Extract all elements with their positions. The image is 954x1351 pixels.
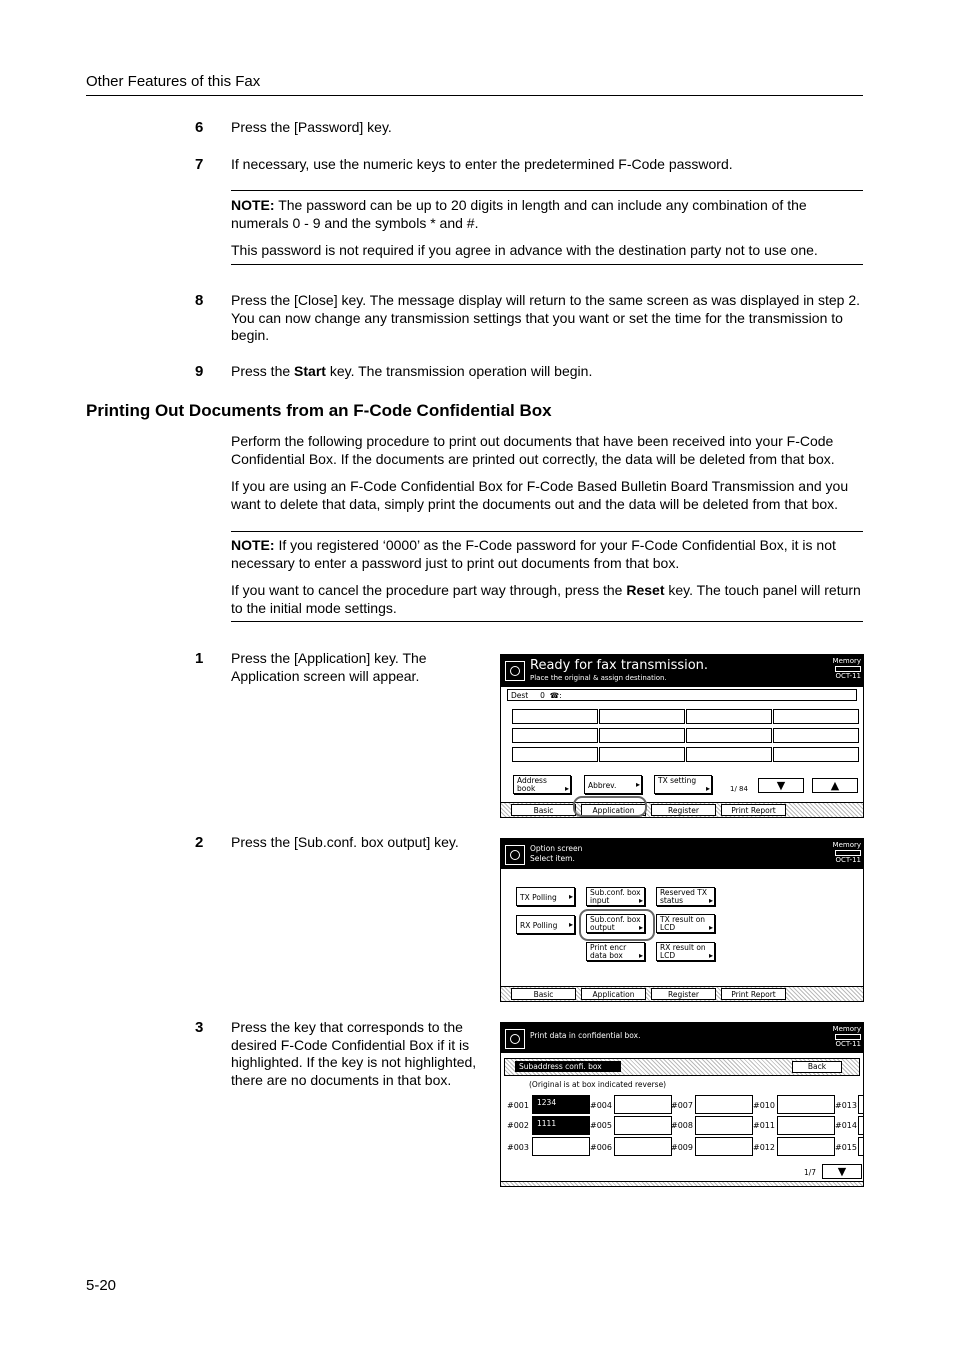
note-paragraph: This password is not required if you agree in advance with the destination party not to use one.: [231, 242, 818, 258]
step-number: 6: [195, 119, 204, 136]
box-number-label: #011: [753, 1121, 775, 1130]
destination-field[interactable]: Dest 0 ☎:: [507, 689, 857, 701]
screen-title: Print data in confidential box.: [530, 1031, 641, 1040]
box-key[interactable]: [614, 1095, 672, 1114]
scroll-down-button[interactable]: [758, 778, 804, 793]
sub-conf-box-output-button[interactable]: Sub.conf. box output ▸: [586, 914, 645, 933]
address-book-button[interactable]: Address book ▸: [513, 775, 571, 794]
one-touch-key[interactable]: [773, 747, 859, 762]
note-rule-top: [231, 531, 863, 532]
date-display: OCT-11: [835, 856, 861, 864]
tab-bar: [501, 986, 863, 1001]
note-label: NOTE:: [231, 197, 275, 213]
box-number-label: #005: [590, 1121, 612, 1130]
step-text: Press the [Close] key. The message display will return to the same screen as was displayed in step 2. You can now change any transmission settings that you want or set the time for the transmission to begin.: [231, 292, 861, 343]
one-touch-key[interactable]: [599, 728, 685, 743]
note-rule-bottom: [231, 264, 863, 265]
tab-application[interactable]: Application: [581, 804, 646, 816]
phone-icon: ☎:: [549, 691, 562, 700]
tab-basic[interactable]: Basic: [511, 804, 576, 816]
bottom-strip: [501, 1181, 863, 1186]
box-key-highlighted[interactable]: 1234: [532, 1095, 590, 1114]
highlight-circle: [579, 909, 655, 941]
abbrev-button[interactable]: Abbrev. ▸: [584, 775, 642, 794]
date-display: OCT-11: [835, 1040, 861, 1048]
hint-text: (Original is at box indicated reverse): [529, 1080, 667, 1089]
box-key[interactable]: [777, 1137, 835, 1156]
fax-application-screen: [500, 838, 864, 1002]
step-text: Press the Start key. The transmission operation will begin.: [231, 363, 593, 379]
rx-result-on-lcd-button[interactable]: RX result on LCD ▸: [656, 942, 715, 961]
back-button[interactable]: Back: [792, 1061, 842, 1073]
box-key[interactable]: [695, 1137, 753, 1156]
step-number: 1: [195, 650, 204, 667]
scroll-up-button[interactable]: [812, 778, 858, 793]
box-number-label: #008: [671, 1121, 693, 1130]
one-touch-key[interactable]: [599, 747, 685, 762]
arrow-down-icon: ▼: [837, 1165, 847, 1178]
intro-paragraph: If you are using an F-Code Confidential Box for F-Code Based Bulletin Board Transmission and you want to delete that data, simply print the documents out and the data will be deleted from that box.: [231, 478, 849, 512]
fax-icon: [505, 1029, 525, 1049]
box-number-label: #009: [671, 1143, 693, 1152]
box-key[interactable]: [532, 1137, 590, 1156]
tx-polling-button[interactable]: TX Polling ▸: [516, 887, 575, 906]
tab-bar: [501, 802, 863, 817]
box-number-label: #014: [835, 1121, 857, 1130]
page-indicator: 1/7: [804, 1168, 817, 1177]
arrow-down-icon: ▼: [776, 779, 786, 792]
box-number-label: #012: [753, 1143, 775, 1152]
step-text: If necessary, use the numeric keys to enter the predetermined F-Code password.: [231, 156, 733, 172]
fax-icon: [505, 845, 525, 865]
header-rule: [86, 95, 863, 96]
memory-indicator: Memory OCT-11: [832, 657, 861, 680]
one-touch-key[interactable]: [773, 709, 859, 724]
fax-icon: [505, 661, 525, 681]
tab-basic[interactable]: Basic: [511, 988, 576, 1000]
status-bar: [501, 839, 863, 869]
date-display: OCT-11: [835, 672, 861, 680]
box-number-label: #002: [507, 1121, 529, 1130]
box-number-label: #007: [671, 1101, 693, 1110]
note-rule-top: [231, 190, 863, 191]
screen-subtitle: Place the original & assign destination.: [530, 674, 667, 682]
screen-subtitle: Select item.: [530, 854, 575, 863]
note-paragraph: [231, 197, 863, 232]
one-touch-key[interactable]: [512, 747, 598, 762]
step-number: 7: [195, 156, 204, 173]
one-touch-key[interactable]: [773, 728, 859, 743]
tab-application[interactable]: Application: [581, 988, 646, 1000]
note-paragraph: [231, 537, 863, 572]
status-bar: [501, 655, 863, 687]
scroll-down-button[interactable]: [822, 1164, 862, 1179]
screen-title: Ready for fax transmission.: [530, 658, 709, 673]
note-label: NOTE:: [231, 537, 275, 553]
tab-register[interactable]: Register: [651, 988, 716, 1000]
box-key[interactable]: [614, 1116, 672, 1135]
fax-basic-screen: [500, 654, 864, 818]
tab-register[interactable]: Register: [651, 804, 716, 816]
step-number: 2: [195, 834, 204, 851]
tx-setting-button[interactable]: TX setting ▸: [654, 775, 712, 794]
arrow-up-icon: ▲: [830, 779, 840, 792]
tab-print-report[interactable]: Print Report: [721, 988, 786, 1000]
section-header-bar: [504, 1058, 860, 1076]
step-number: 3: [195, 1019, 204, 1036]
status-bar: [501, 1023, 863, 1053]
box-number-label: #003: [507, 1143, 529, 1152]
box-key[interactable]: [614, 1137, 672, 1156]
box-key[interactable]: [858, 1095, 864, 1114]
page-number: 5-20: [86, 1277, 117, 1294]
box-number-label: #010: [753, 1101, 775, 1110]
note-paragraph: If you want to cancel the procedure part way through, press the Reset key. The touch panel will return to the initial mode settings.: [231, 582, 861, 616]
box-key[interactable]: [695, 1116, 753, 1135]
note-rule-bottom: [231, 621, 863, 622]
memory-indicator: Memory OCT-11: [832, 841, 861, 864]
box-number-label: #006: [590, 1143, 612, 1152]
step-text: Press the [Password] key.: [231, 119, 392, 135]
one-touch-key[interactable]: [512, 709, 598, 724]
box-key[interactable]: [695, 1095, 753, 1114]
box-key[interactable]: [858, 1116, 864, 1135]
tab-print-report[interactable]: Print Report: [721, 804, 786, 816]
section-title: Printing Out Documents from an F-Code Confidential Box: [86, 401, 552, 420]
one-touch-key[interactable]: [686, 709, 772, 724]
memory-indicator: Memory OCT-11: [832, 1025, 861, 1048]
box-number-label: #015: [835, 1143, 857, 1152]
tx-result-on-lcd-button[interactable]: TX result on LCD ▸: [656, 914, 715, 933]
one-touch-key[interactable]: [599, 709, 685, 724]
sub-conf-box-input-button[interactable]: Sub.conf. box input ▸: [586, 887, 645, 906]
step-text: Press the [Application] key. The Application screen will appear.: [231, 650, 427, 684]
note-text: The password can be up to 20 digits in length and can include any combination of the numerals 0 - 9 and the symbols * and #.: [231, 197, 807, 231]
step-text: Press the key that corresponds to the desired F-Code Confidential Box if it is highlighted. If the key is not highlighted, there are no documents in that box.: [231, 1019, 477, 1088]
highlight-circle: [573, 796, 647, 817]
screen-title: Option screen: [530, 844, 583, 853]
box-key-highlighted[interactable]: 1111: [532, 1116, 590, 1135]
box-key[interactable]: [777, 1095, 835, 1114]
confidential-box-screen: [500, 1022, 864, 1187]
step-number: 9: [195, 363, 204, 380]
intro-paragraph: Perform the following procedure to print out documents that have been received into your F-Code Confidential Box. If the documents are printed out correctly, the data will be deleted from that box.: [231, 433, 835, 467]
note-text: If you registered ‘0000’ as the F-Code password for your F-Code Confidential Box, it is not necessary to enter a password just to print out documents from that box.: [231, 537, 836, 571]
print-encr-data-box-button[interactable]: Print encr data box ▸: [586, 942, 645, 961]
one-touch-key[interactable]: [512, 728, 598, 743]
step-text: Press the [Sub.conf. box output] key.: [231, 834, 459, 850]
rx-polling-button[interactable]: RX Polling ▸: [516, 915, 575, 934]
running-header: Other Features of this Fax: [86, 73, 261, 90]
box-key[interactable]: [858, 1137, 864, 1156]
box-key[interactable]: [777, 1116, 835, 1135]
one-touch-key[interactable]: [686, 747, 772, 762]
box-number-label: #013: [835, 1101, 857, 1110]
reserved-tx-status-button[interactable]: Reserved TX status ▸: [656, 887, 715, 906]
page-indicator: 1/ 84: [730, 785, 748, 793]
step-number: 8: [195, 292, 204, 309]
one-touch-key[interactable]: [686, 728, 772, 743]
box-number-label: #004: [590, 1101, 612, 1110]
section-label: Subaddress confi. box: [515, 1061, 621, 1072]
box-number-label: #001: [507, 1101, 529, 1110]
